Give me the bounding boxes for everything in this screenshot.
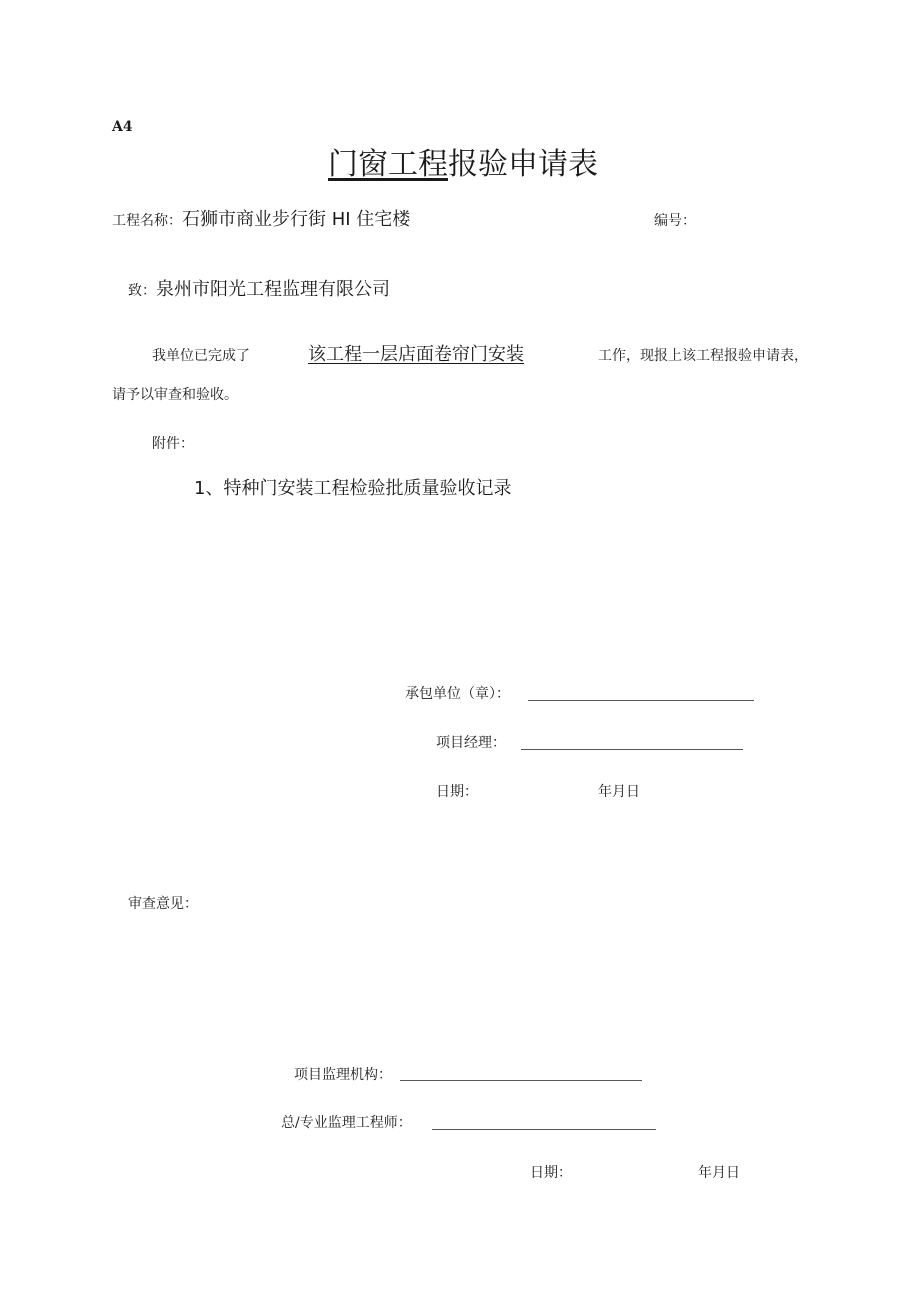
page-title [328,147,598,182]
contractor-unit-label: 承包单位（章）： [405,686,510,702]
supervisor-engineer-label: 总/专业监理工程师： [281,1115,412,1131]
supervisor-date-label: 日期： [530,1165,572,1181]
number-label: 编号： [654,213,696,229]
contractor-unit-line[interactable] [528,700,754,701]
project-manager-line[interactable] [521,749,743,750]
title-rest: 报验申请表 [448,147,598,182]
review-label: 审查意见： [128,896,198,912]
project-name-row [112,211,410,229]
supervisor-org-label: 项目监理机构： [294,1067,392,1083]
body-before: 我单位已完成了 [152,348,250,364]
supervisor-engineer-line[interactable] [432,1129,656,1130]
attachments-label: 附件： [152,436,194,452]
project-manager-label: 项目经理： [436,735,506,751]
project-name-value: 石狮市商业步行街 HI 住宅楼 [182,209,411,230]
project-name-label: 工程名称： [112,213,182,229]
attachment-item: 1、特种门安装工程检验批质量验收记录 [194,478,512,499]
contractor-date-suffix: 年月日 [598,784,640,800]
addressee-value: 泉州市阳光工程监理有限公司 [156,279,390,300]
work-item: 该工程一层店面卷帘门安装 [308,344,524,365]
supervisor-org-line[interactable] [400,1080,642,1081]
contractor-date-label: 日期： [436,784,478,800]
title-underlined-part: 门窗工程 [328,147,448,182]
body-line2: 请予以审查和验收。 [112,387,238,403]
supervisor-date-suffix: 年月日 [698,1165,740,1181]
addressee-prefix: 致： [128,283,156,299]
body-after: 工作，现报上该工程报验申请表， [598,348,808,364]
form-code: A4 [112,119,133,135]
addressee-row [128,281,390,299]
